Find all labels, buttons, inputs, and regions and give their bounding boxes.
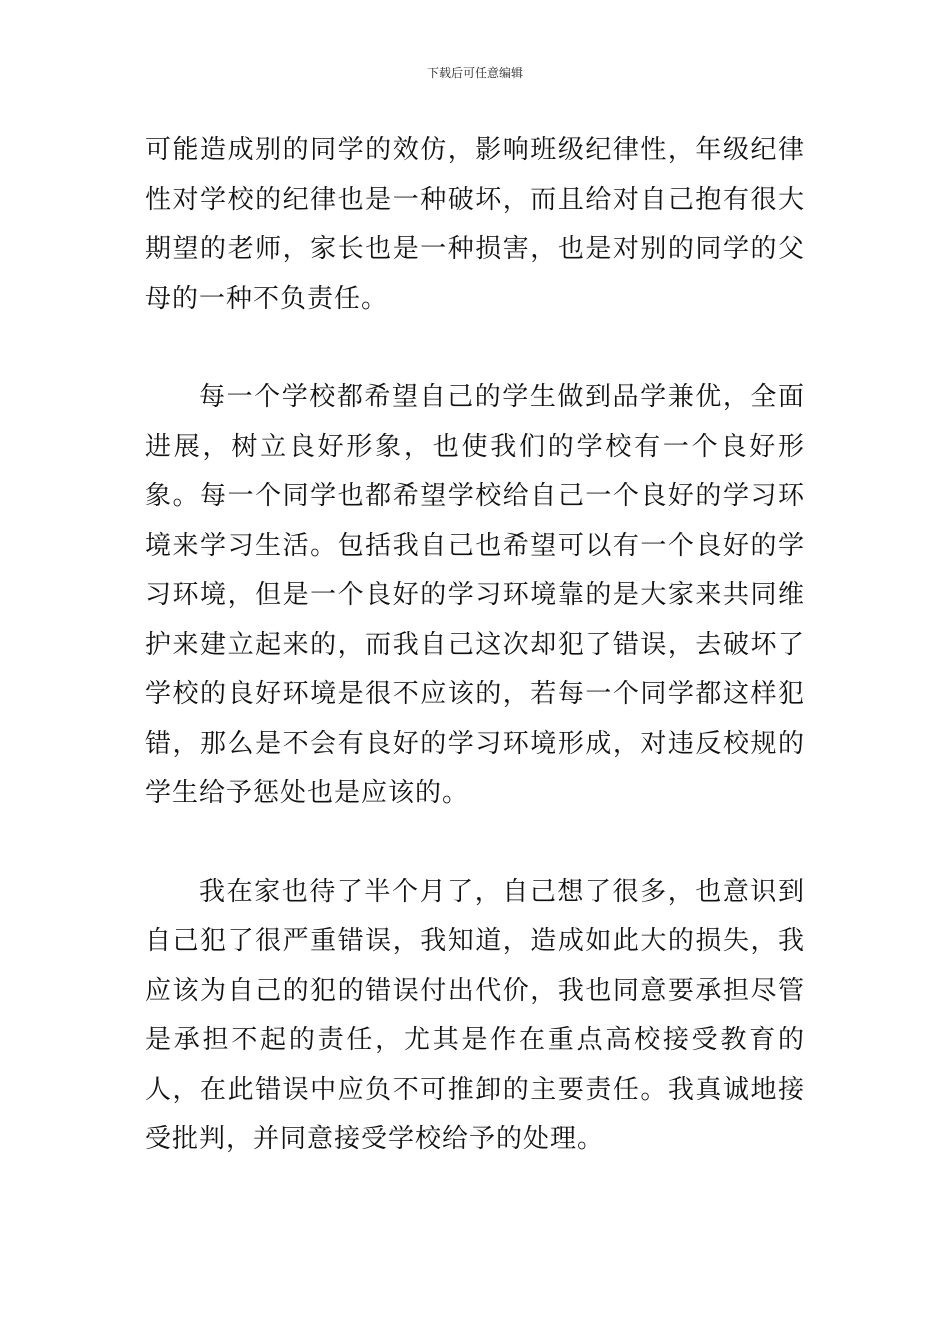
page-header: 下载后可任意编辑 xyxy=(426,66,523,80)
document-body xyxy=(145,126,805,1165)
paragraph-3: 我在家也待了半个月了，自己想了很多，也意识到自己犯了很严重错误，我知道，造成如此大的损失，我应该为自己的犯的错误付出代价，我也同意要承担尽管是承担不起的责任，尤其是作在重点高校接受教育的人，在此错误中应负不可推卸的主要责任。我真诚地接受批判，并同意接受学校给予的处理。 xyxy=(145,876,805,1154)
paragraph-1: 可能造成别的同学的效仿，影响班级纪律性，年级纪律性对学校的纪律也是一种破坏，而且给对自己抱有很大期望的老师，家长也是一种损害，也是对别的同学的父母的一种不负责任。 xyxy=(145,135,805,314)
paragraph-2: 每一个学校都希望自己的学生做到品学兼优，全面进展，树立良好形象，也使我们的学校有一个良好形象。每一个同学也都希望学校给自己一个良好的学习环境来学习生活。包括我自己也希望可以有一个良好的学习环境，但是一个良好的学习环境靠的是大家来共同维护来建立起来的，而我自己这次却犯了错误，去破坏了学校的良好环境是很不应该的，若每一个同学都这样犯错，那么是不会有良好的学习环境形成，对违反校规的学生给予惩处也是应该的。 xyxy=(145,382,805,808)
